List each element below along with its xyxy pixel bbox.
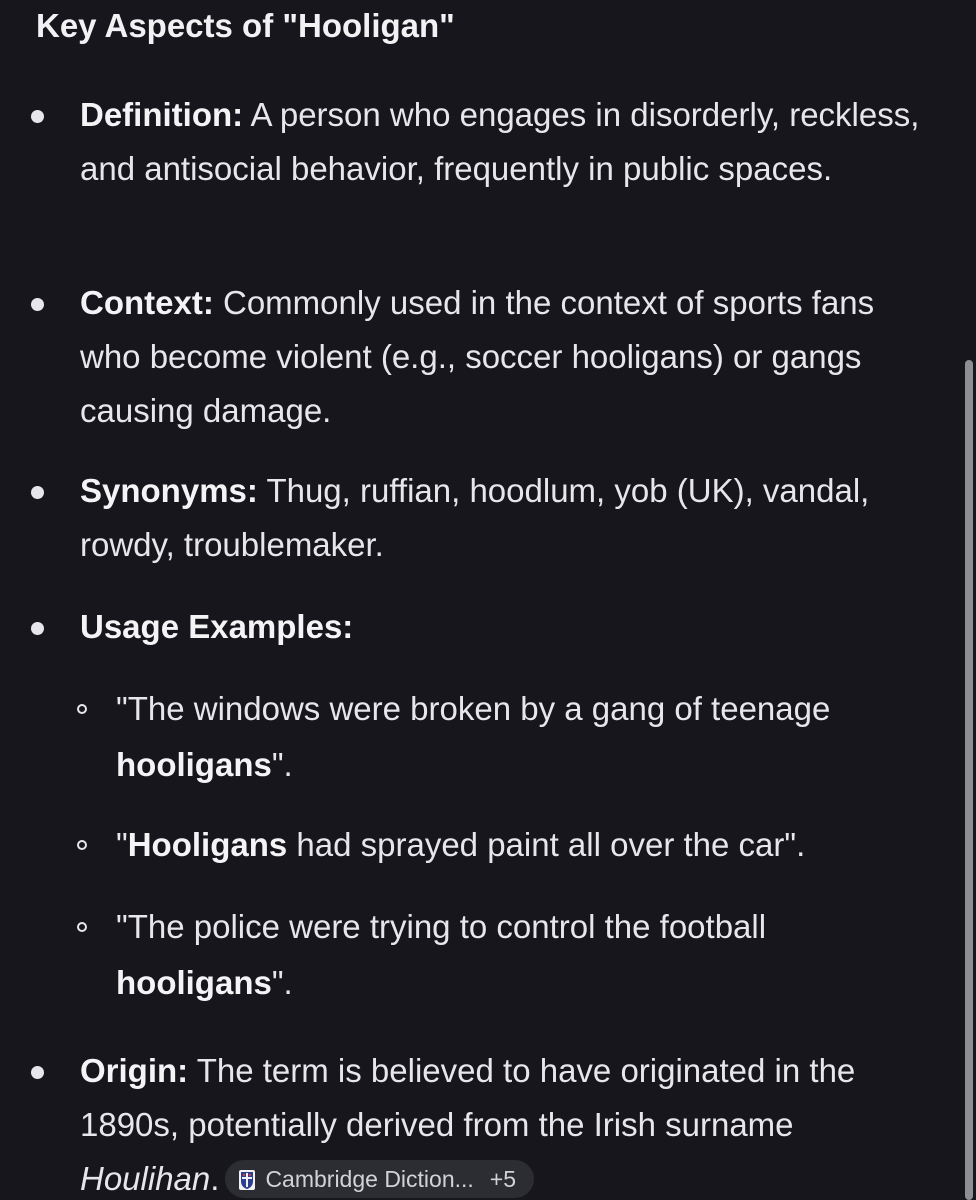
context-label: Context: [80, 284, 214, 321]
context-body: Commonly used in the context of sports fans who become violent (e.g., soccer hooligans) or gangs causing damage. [80, 284, 875, 429]
usage-examples-text [80, 600, 930, 654]
sub-bullet-icon [77, 922, 87, 932]
synonyms-text [80, 464, 930, 572]
usage-example-3: "The police were trying to control the football hooligans". [116, 908, 767, 1001]
origin-label: Origin: [80, 1052, 189, 1089]
bullet-icon [31, 110, 44, 123]
sub-bullet-icon [77, 840, 87, 850]
usage-examples-label: Usage Examples: [80, 608, 354, 645]
definition-text [80, 88, 930, 196]
origin-text: Origin: The term is believed to have originated in the 1890s, potentially derived from the Irish surname Houlihan. Cambridge Diction... +5 [80, 1052, 856, 1197]
bullet-icon [31, 298, 44, 311]
synonyms-label: Synonyms: [80, 472, 258, 509]
scrollbar-thumb[interactable] [965, 360, 973, 1200]
bullet-icon [31, 486, 44, 499]
bullet-icon [31, 1066, 44, 1079]
context-text [80, 276, 930, 438]
definition-label: Definition: [80, 96, 244, 133]
sub-bullet-icon [77, 704, 87, 714]
source-chip[interactable] [225, 1160, 534, 1198]
definition-body: A person who engages in disorderly, reckless, and antisocial behavior, frequently in public spaces. [80, 96, 920, 187]
cambridge-crest-icon [239, 1170, 255, 1190]
origin-body: The term is believed to have originated in the 1890s, potentially derived from the Irish surname [80, 1052, 856, 1143]
source-chip-label: Cambridge Diction... [265, 1166, 474, 1192]
usage-example-2: "Hooligans had sprayed paint all over the car". [116, 826, 806, 863]
bullet-icon [31, 622, 44, 635]
section-heading: Key Aspects of "Hooligan" [36, 7, 455, 44]
source-chip-more-count: +5 [489, 1166, 517, 1192]
synonyms-body: Thug, ruffian, hoodlum, yob (UK), vandal, rowdy, troublemaker. [80, 472, 870, 563]
usage-example-1: "The windows were broken by a gang of teenage hooligans". [116, 690, 831, 783]
origin-surname: Houlihan [80, 1160, 211, 1197]
